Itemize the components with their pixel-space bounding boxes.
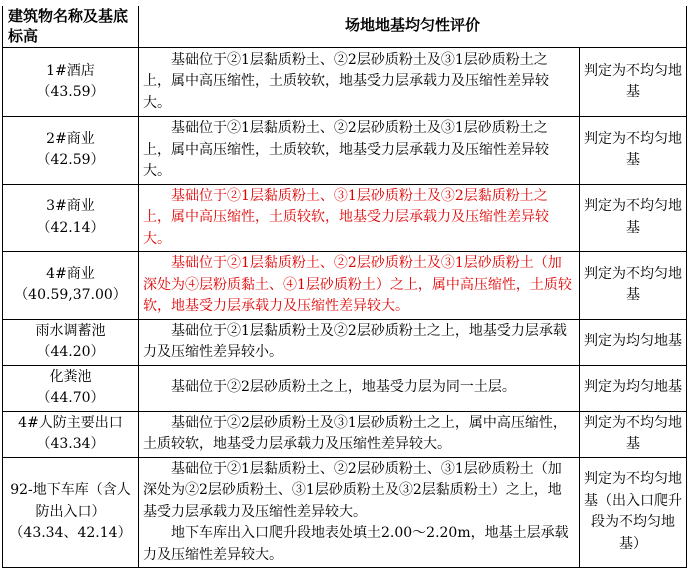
building-cell — [3, 252, 139, 320]
building-cell — [3, 117, 139, 185]
evaluation-paragraph: 基础位于②1层黏质粉土、②2层砂质粉土、③1层砂质粉土（加深处为②2层砂质粉土、③1层砂质粉土及③2层黏质粉土）之上，地基受力层承载力及压缩性差异较大。 — [143, 460, 562, 520]
building-cell — [3, 319, 139, 365]
evaluation-paragraph: 地下车库出入口爬升段地表处填土2.00～2.20m，地基土层承载力及压缩性差异较大。 — [143, 525, 569, 563]
building-name: 化粪池 — [49, 368, 92, 385]
building-elevation: （42.59） — [36, 152, 105, 169]
verdict: 判定为不均匀地基 — [580, 252, 687, 320]
evaluation-text: 基础位于②1层黏质粉土及②2层砂质粉土之上，地基受力层承载力及压缩性差异较小。 — [139, 319, 580, 365]
building-cell — [3, 48, 139, 117]
table-row — [3, 457, 687, 568]
building-elevation: （42.14） — [36, 219, 105, 236]
table-row — [3, 184, 687, 252]
evaluation-text: 基础位于②1层黏质粉土、②2层砂质粉土及③1层砂质粉土之上，属中高压缩性，土质较软，地基受力层承载力及压缩性差异较大。 — [139, 117, 580, 185]
evaluation-text-highlighted: 基础位于②1层黏质粉土、②2层砂质粉土及③1层砂质粉土（加深处为④层粉质黏土、④1层砂质粉土）之上，属中高压缩性，土质较软，地基受力层承载力及压缩性差异较大。 — [139, 252, 580, 320]
verdict: 判定为不均匀地基 — [580, 48, 687, 117]
verdict: 判定为均匀地基 — [580, 365, 687, 411]
verdict: 判定为不均匀地基 — [580, 184, 687, 252]
clipped-title-strip — [0, 0, 689, 6]
table-row — [3, 411, 687, 457]
header-evaluation: 场地地基均匀性评价 — [139, 5, 687, 48]
building-name: 雨水调蓄池 — [35, 322, 106, 339]
building-cell — [3, 457, 139, 568]
evaluation-text: 基础位于②2层砂质粉土之上，地基受力层为同一土层。 — [139, 365, 580, 411]
verdict: 判定为不均匀地基 — [580, 411, 687, 457]
building-elevation: （43.34） — [36, 436, 105, 452]
building-cell — [3, 365, 139, 411]
building-name: 1#酒店 — [46, 62, 95, 79]
verdict: 判定为不均匀地基 — [580, 117, 687, 185]
building-name: 92-地下车库（含人防出入口） — [10, 482, 131, 520]
building-cell — [3, 184, 139, 252]
header-building-name: 建筑物名称及基底标高 — [3, 5, 139, 48]
building-elevation: （40.59,37.00） — [14, 287, 127, 304]
verdict: 判定为均匀地基 — [580, 319, 687, 365]
building-elevation: （44.70） — [36, 390, 105, 406]
building-elevation: （44.20） — [36, 344, 105, 360]
verdict: 判定为不均匀地基（出入口爬升段为不均匀地基） — [580, 457, 687, 568]
building-name: 3#商业 — [46, 198, 95, 215]
table-row — [3, 252, 687, 320]
evaluation-text: 基础位于②2层砂质粉土及③1层砂质粉土之上，属中高压缩性，土质较软，地基受力层承载力及压缩性差异较大。 — [139, 411, 580, 457]
table-row — [3, 365, 687, 411]
building-name: 4#商业 — [46, 265, 95, 282]
table-row — [3, 319, 687, 365]
evaluation-text — [139, 457, 580, 568]
building-elevation: （43.59） — [36, 84, 105, 100]
evaluation-text: 基础位于②1层黏质粉土、②2层砂质粉土及③1层砂质粉土之上，属中高压缩性，土质较软，地基受力层承载力及压缩性差异较大。 — [139, 48, 580, 117]
building-cell — [3, 411, 139, 457]
building-name: 2#商业 — [46, 130, 95, 147]
foundation-evaluation-table — [2, 4, 687, 568]
table-row — [3, 48, 687, 117]
evaluation-text-highlighted: 基础位于②1层黏质粉土、③1层砂质粉土及③2层黏质粉土之上，属中高压缩性，土质较软，地基受力层承载力及压缩性差异较大。 — [139, 184, 580, 252]
table-row — [3, 117, 687, 185]
building-name: 4#人防主要出口 — [18, 414, 123, 431]
building-elevation: （43.34、42.14） — [9, 525, 132, 541]
header-row — [3, 5, 687, 48]
